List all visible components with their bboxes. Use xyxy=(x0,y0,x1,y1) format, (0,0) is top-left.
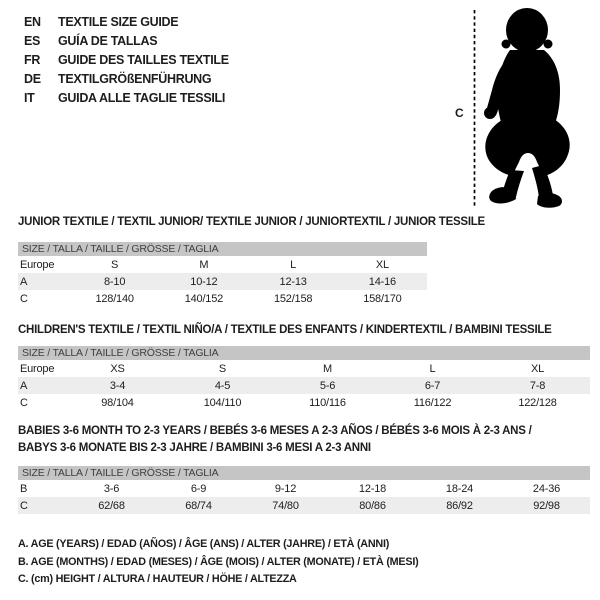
size-cell: 116/122 xyxy=(413,396,452,409)
size-cell: 7-8 xyxy=(485,377,590,394)
size-cell: 4-5 xyxy=(170,377,275,394)
lang-code: EN xyxy=(24,14,41,29)
size-cell: 80/86 xyxy=(329,497,416,514)
section-title-babies-line1: BABIES 3-6 MONTH TO 2-3 YEARS / BEBÉS 3-6 MESES A 2-3 AÑOS / BÉBÉS 3-6 MOIS À 2-3 ANS / xyxy=(18,425,532,437)
footnotes xyxy=(18,536,418,589)
lang-row-it xyxy=(24,88,229,107)
size-bar-label: SIZE / TALLA / TAILLE / GRÖSSE / TAGLIA xyxy=(18,242,427,256)
table-row xyxy=(18,480,590,497)
baby-silhouette-icon xyxy=(450,0,600,215)
size-cell: 122/128 xyxy=(518,396,557,409)
table-row xyxy=(18,290,427,307)
lang-code: DE xyxy=(24,71,41,86)
footnote-c: C. (cm) HEIGHT / ALTURA / HAUTEUR / HÖHE / ALTEZZA xyxy=(18,573,297,585)
table-row xyxy=(18,256,427,273)
lang-row-es xyxy=(24,31,229,50)
size-cell: 92/98 xyxy=(503,497,590,514)
table-row xyxy=(18,360,590,377)
size-bar xyxy=(18,466,590,480)
size-cell: 18-24 xyxy=(445,482,474,495)
size-cell: XL xyxy=(530,362,545,375)
lang-row-de xyxy=(24,69,229,88)
lang-label: GUIDE DES TAILLES TEXTILE xyxy=(58,52,229,67)
table-row xyxy=(18,497,590,514)
size-cell: 98/104 xyxy=(101,396,134,409)
footnote-a: A. AGE (YEARS) / EDAD (AÑOS) / ÂGE (ANS) / ALTER (JAHRE) / ETÀ (ANNI) xyxy=(18,538,390,550)
junior-size-table xyxy=(18,242,427,307)
size-cell: 12-18 xyxy=(358,482,387,495)
lang-code: ES xyxy=(24,33,41,48)
language-header xyxy=(24,12,229,107)
lang-row-fr xyxy=(24,50,229,69)
size-cell: XS xyxy=(110,362,125,375)
row-label: A xyxy=(18,377,65,394)
size-cell: 68/74 xyxy=(155,497,242,514)
table-row xyxy=(18,394,590,411)
size-cell: 152/158 xyxy=(273,292,313,305)
size-cell: 24-36 xyxy=(532,482,561,495)
size-cell: 12-13 xyxy=(249,273,338,290)
size-cell: 5-6 xyxy=(275,377,380,394)
size-cell: 9-12 xyxy=(274,482,297,495)
babies-size-table xyxy=(18,466,590,514)
table-row xyxy=(18,273,427,290)
size-cell: XL xyxy=(375,258,389,271)
lang-label: TEXTILE SIZE GUIDE xyxy=(58,14,179,29)
section-title-babies-line2: BABYS 3-6 MONATE BIS 2-3 JAHRE / BAMBINI 3-6 MESI A 2-3 ANNI xyxy=(18,442,371,454)
size-cell: L xyxy=(290,258,297,271)
size-cell: 8-10 xyxy=(70,273,159,290)
section-title-junior: JUNIOR TEXTILE / TEXTIL JUNIOR/ TEXTILE JUNIOR / JUNIORTEXTIL / JUNIOR TESSILE xyxy=(18,216,485,228)
size-cell: M xyxy=(323,362,332,375)
size-cell: 62/68 xyxy=(68,497,155,514)
size-cell: 6-7 xyxy=(380,377,485,394)
size-cell: 6-9 xyxy=(190,482,207,495)
lang-label: GUÍA DE TALLAS xyxy=(58,33,158,48)
size-cell: 140/152 xyxy=(184,292,224,305)
size-cell: 10-12 xyxy=(159,273,248,290)
size-bar xyxy=(18,346,590,360)
size-cell: 74/80 xyxy=(242,497,329,514)
table-row xyxy=(18,377,590,394)
size-cell: S xyxy=(218,362,227,375)
size-cell: 86/92 xyxy=(416,497,503,514)
height-marker-c: C xyxy=(455,106,464,120)
lang-code: IT xyxy=(24,90,35,105)
size-cell: 110/116 xyxy=(309,396,346,409)
row-label: C xyxy=(20,396,28,409)
size-bar xyxy=(18,242,427,256)
size-cell: 104/110 xyxy=(203,396,242,409)
lang-label: TEXTILGRÖßENFÜHRUNG xyxy=(58,71,212,86)
size-cell: M xyxy=(199,258,209,271)
size-cell: 14-16 xyxy=(338,273,427,290)
footnote-b: B. AGE (MONTHS) / EDAD (MESES) / ÂGE (MOIS) / ALTER (MONATE) / ETÀ (MESI) xyxy=(18,555,419,568)
row-label: Europe xyxy=(20,362,55,375)
lang-code: FR xyxy=(24,52,41,67)
section-title-children: CHILDREN'S TEXTILE / TEXTIL NIÑO/A / TEXTILE DES ENFANTS / KINDERTEXTIL / BAMBINI TESSILE xyxy=(18,324,552,336)
size-cell: S xyxy=(111,258,119,271)
size-cell: 128/140 xyxy=(95,292,134,305)
lang-row-en xyxy=(24,12,229,31)
row-label: C xyxy=(18,497,68,514)
size-cell: 158/170 xyxy=(363,292,402,305)
size-cell: 3-6 xyxy=(103,482,120,495)
row-label: C xyxy=(20,292,28,305)
size-cell: L xyxy=(429,362,436,375)
size-bar-label: SIZE / TALLA / TAILLE / GRÖSSE / TAGLIA xyxy=(18,346,590,360)
lang-label: GUIDA ALLE TAGLIE TESSILI xyxy=(58,90,226,105)
size-cell: 3-4 xyxy=(65,377,170,394)
size-bar-label: SIZE / TALLA / TAILLE / GRÖSSE / TAGLIA xyxy=(18,466,590,480)
row-label: Europe xyxy=(20,258,55,271)
children-size-table xyxy=(18,346,590,411)
row-label: B xyxy=(20,482,28,495)
row-label: A xyxy=(18,273,70,290)
